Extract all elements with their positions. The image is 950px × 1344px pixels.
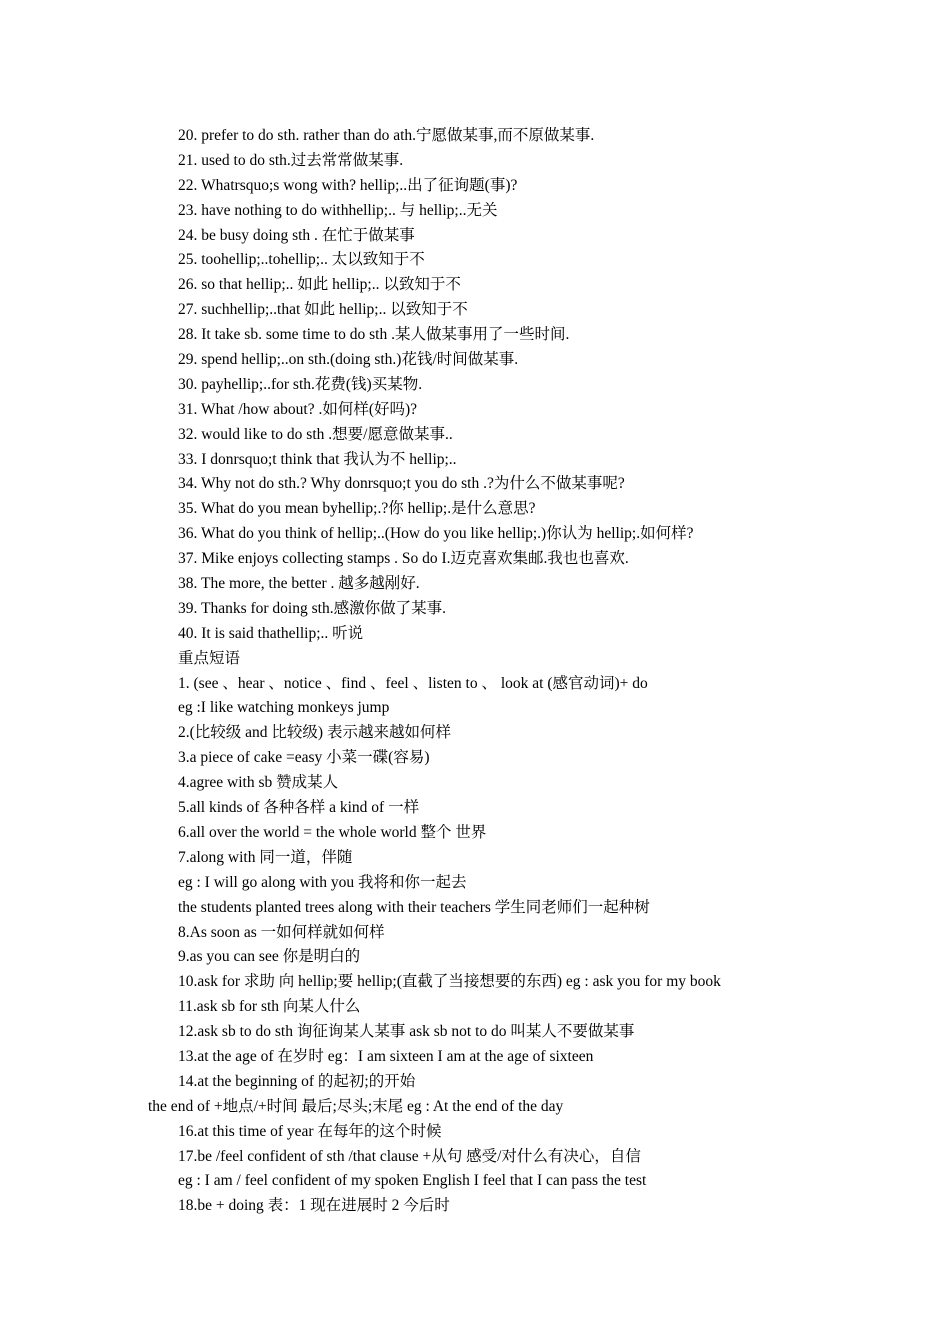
text-line: 12.ask sb to do sth 询征询某人某事 ask sb not to do 叫某人不要做某事	[178, 1023, 635, 1041]
text-line: 8.As soon as 一如何样就如何样	[178, 923, 385, 941]
text-line: 13.at the age of 在岁时 eg：I am sixteen I am at the age of sixteen	[178, 1047, 594, 1065]
text-line: 39. Thanks for doing sth.感激你做了某事.	[178, 599, 446, 617]
text-line: 22. Whatrsquo;s wong with? hellip;..出了征询题(事)?	[178, 176, 518, 194]
text-line: 40. It is said thathellip;.. 听说	[178, 624, 364, 642]
text-line: 1. (see 、hear 、notice 、find 、feel 、listen to 、 look at (感官动词)+ do	[178, 674, 648, 692]
text-line: 28. It take sb. some time to do sth .某人做某事用了一些时间.	[178, 326, 570, 344]
text-line: 33. I donrsquo;t think that 我认为不 hellip;..	[178, 450, 457, 468]
text-line: 37. Mike enjoys collecting stamps . So do I.迈克喜欢集邮.我也也喜欢.	[178, 550, 629, 568]
text-line: 36. What do you think of hellip;..(How do you like hellip;.)你认为 hellip;.如何样?	[178, 525, 694, 543]
text-line: 24. be busy doing sth . 在忙于做某事	[178, 226, 415, 244]
text-line: eg :I like watching monkeys jump	[178, 699, 390, 717]
phrase-list	[0, 124, 950, 1219]
text-line: 21. used to do sth.过去常常做某事.	[178, 151, 404, 169]
text-line: 27. suchhellip;..that 如此 hellip;.. 以致知于不	[178, 301, 468, 319]
text-line: 5.all kinds of 各种各样 a kind of 一样	[178, 799, 420, 817]
text-line: 23. have nothing to do withhellip;.. 与 hellip;..无关	[178, 201, 498, 219]
text-line: 20. prefer to do sth. rather than do ath.宁愿做某事,而不原做某事.	[178, 127, 595, 144]
text-line: 9.as you can see 你是明白的	[178, 948, 361, 966]
text-line: the students planted trees along with their teachers 学生同老师们一起种树	[178, 898, 650, 916]
text-line: 10.ask for 求助 向 hellip;要 hellip;(直截了当接想要的东西) eg : ask you for my book	[178, 973, 721, 991]
text-line: 26. so that hellip;.. 如此 hellip;.. 以致知于不	[178, 276, 461, 294]
text-line: eg : I am / feel confident of my spoken English I feel that I can pass the test	[178, 1172, 647, 1190]
text-line: 2.(比较级 and 比较级) 表示越来越如何样	[178, 724, 451, 742]
text-line: 7.along with 同一道，伴随	[178, 848, 353, 866]
text-line: 31. What /how about? .如何样(好吗)?	[178, 400, 418, 418]
text-line: 38. The more, the better . 越多越剐好.	[178, 575, 420, 593]
text-line: 32. would like to do sth .想要/愿意做某事..	[178, 425, 453, 443]
text-line: 30. payhellip;..for sth.花费(钱)买某物.	[178, 375, 423, 393]
text-line: 17.be /feel confident of sth /that clause +从句 感受/对什么有决心，自信	[178, 1147, 641, 1165]
text-line: 6.all over the world = the whole world 整个 世界	[178, 823, 487, 841]
text-line: 3.a piece of cake =easy 小菜一碟(容易)	[178, 749, 430, 767]
text-line: 25. toohellip;..tohellip;.. 太以致知于不	[178, 251, 425, 269]
text-line: 重点短语	[178, 649, 241, 667]
text-line: the end of +地点/+时间 最后;尽头;末尾 eg : At the end of the day	[148, 1097, 564, 1115]
text-line: 29. spend hellip;..on sth.(doing sth.)花钱/时间做某事.	[178, 351, 519, 369]
text-line: 11.ask sb for sth 向某人什么	[178, 998, 361, 1016]
text-line: 34. Why not do sth.? Why donrsquo;t you do sth .?为什么不做某事呢?	[178, 475, 625, 493]
text-line: 16.at this time of year 在每年的这个时候	[178, 1122, 442, 1140]
text-line: 18.be + doing 表：1 现在进展时 2 今后时	[178, 1197, 450, 1215]
text-line: 35. What do you mean byhellip;.?你 hellip;.是什么意思?	[178, 500, 536, 518]
text-line: eg : I will go along with you 我将和你一起去	[178, 873, 467, 891]
text-line: 14.at the beginning of 的起初;的开始	[178, 1072, 416, 1090]
text-line: 4.agree with sb 赞成某人	[178, 774, 339, 792]
